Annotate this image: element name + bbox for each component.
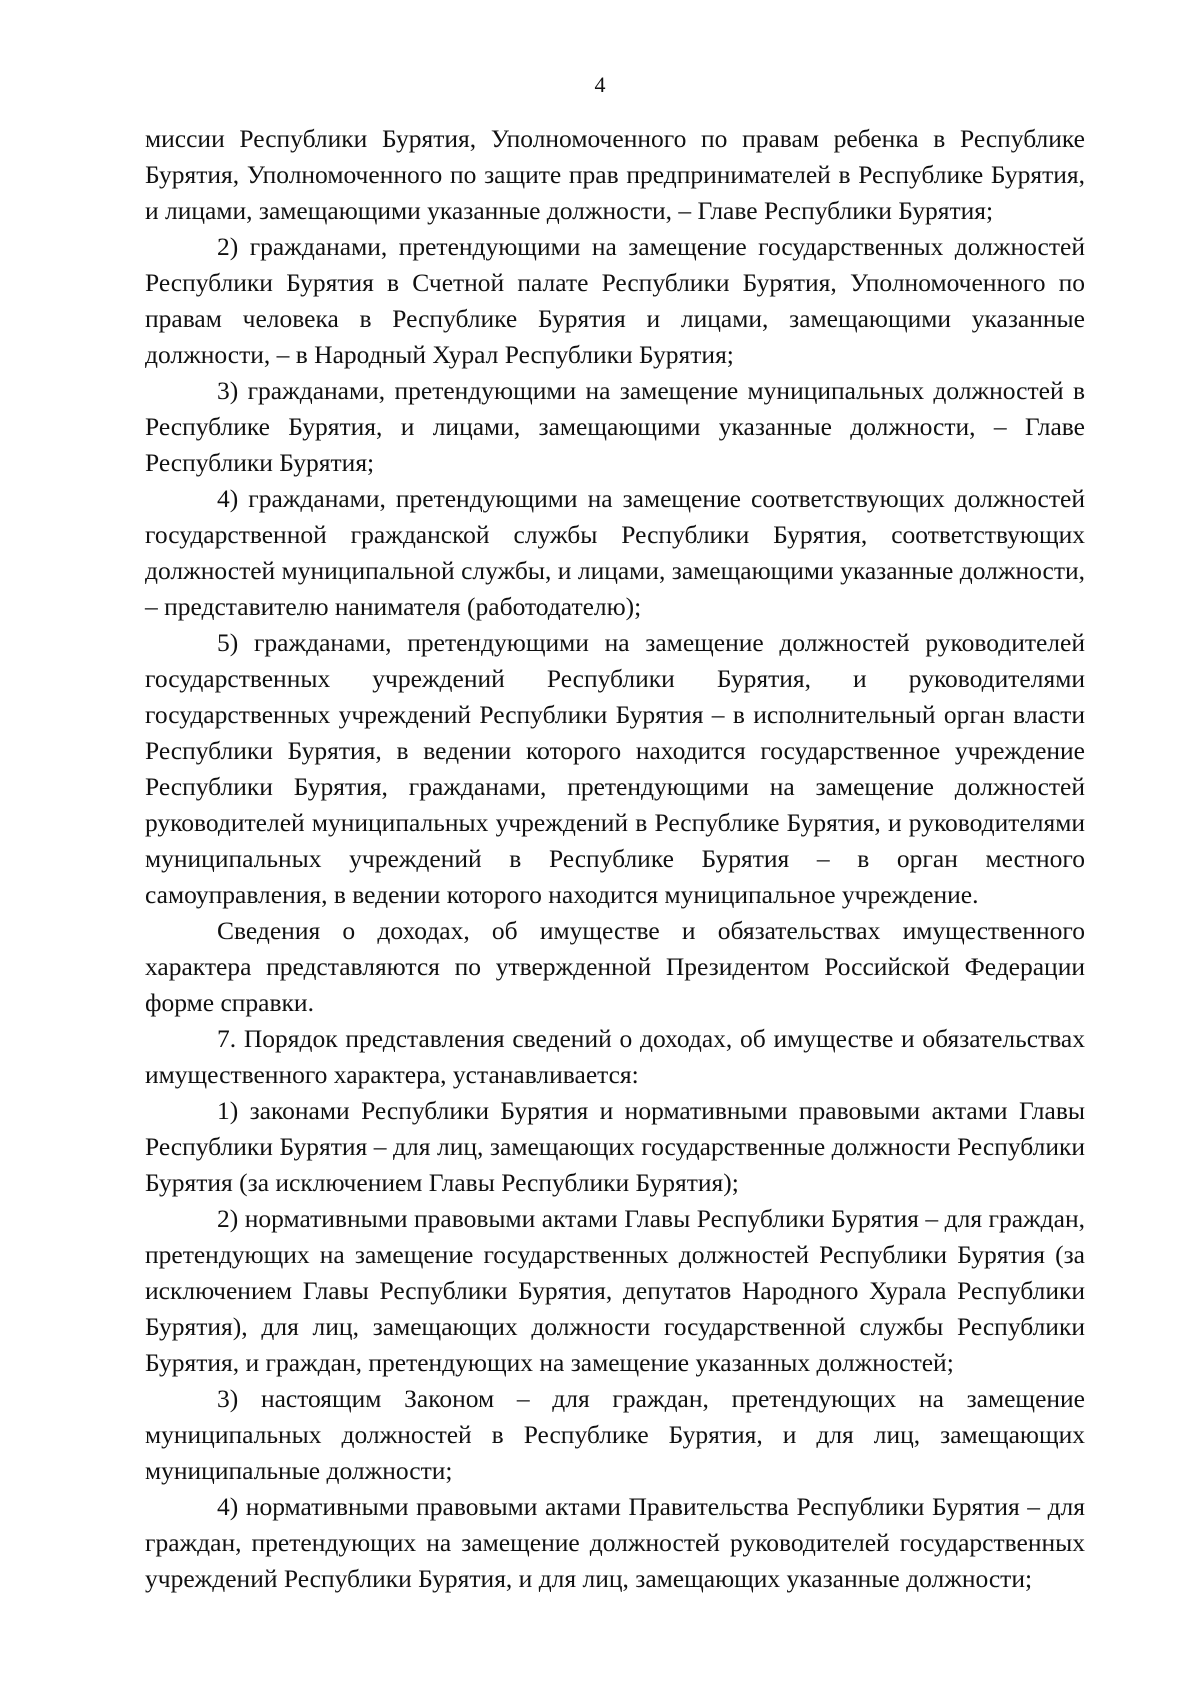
paragraph-section-7: 7. Порядок представления сведений о доходах, об имуществе и обязательствах имущественного характера, устанавливается:	[145, 1024, 1085, 1089]
paragraph-s7-item-4: 4) нормативными правовыми актами Правительства Республики Бурятия – для граждан, претендующих на замещение должностей руководителей государственных учреждений Республики Бурятия, и для лиц, замещающих указанные должности;	[145, 1492, 1085, 1593]
paragraph-item-2: 2) гражданами, претендующими на замещение государственных должностей Республики Бурятия в Счетной палате Республики Бурятия, Уполномоченного по правам человека в Республике Бурятия и лицами, замещающими указанные должности, – в Народный Хурал Республики Бурятия;	[145, 232, 1085, 369]
paragraph-item-4: 4) гражданами, претендующими на замещение соответствующих должностей государственной гражданской службы Республики Бурятия, соответствующих должностей муниципальной службы, и лицами, замещающими указанные должности, – представителю нанимателя (работодателю);	[145, 484, 1085, 621]
paragraph-form-note: Сведения о доходах, об имуществе и обязательствах имущественного характера представляются по утвержденной Президентом Российской Федерации форме справки.	[145, 916, 1085, 1017]
paragraph-s7-item-1: 1) законами Республики Бурятия и нормативными правовыми актами Главы Республики Бурятия – для лиц, замещающих государственные должности Республики Бурятия (за исключением Главы Республики Бурятия);	[145, 1096, 1085, 1197]
document-body	[145, 121, 1085, 1597]
paragraph-continuation: миссии Республики Бурятия, Уполномоченного по правам ребенка в Республике Бурятия, Уполномоченного по защите прав предпринимателей в Республике Бурятия, и лицами, замещающими указанные должности, – Главе Республики Бурятия;	[145, 124, 1085, 225]
page-number: 4	[594, 72, 606, 97]
paragraph-item-5: 5) гражданами, претендующими на замещение должностей руководителей государственных учреждений Республики Бурятия, и руководителями государственных учреждений Республики Бурятия – в исполнительный орган власти Республики Бурятия, в ведении которого находится государственное учреждение Республики Бурятия, гражданами, претендующими на замещение должностей руководителей муниципальных учреждений в Республике Бурятия, и руководителями муниципальных учреждений в Республике Бурятия – в орган местного самоуправления, в ведении которого находится муниципальное учреждение.	[145, 628, 1085, 909]
paragraph-s7-item-2: 2) нормативными правовыми актами Главы Республики Бурятия – для граждан, претендующих на замещение государственных должностей Республики Бурятия (за исключением Главы Республики Бурятия, депутатов Народного Хурала Республики Бурятия), для лиц, замещающих должности государственной службы Республики Бурятия, и граждан, претендующих на замещение указанных должностей;	[145, 1204, 1085, 1377]
paragraph-s7-item-3: 3) настоящим Законом – для граждан, претендующих на замещение муниципальных должностей в Республике Бурятия, и для лиц, замещающих муниципальные должности;	[145, 1384, 1085, 1485]
paragraph-item-3: 3) гражданами, претендующими на замещение муниципальных должностей в Республике Бурятия, и лицами, замещающими указанные должности, – Главе Республики Бурятия;	[145, 376, 1085, 477]
